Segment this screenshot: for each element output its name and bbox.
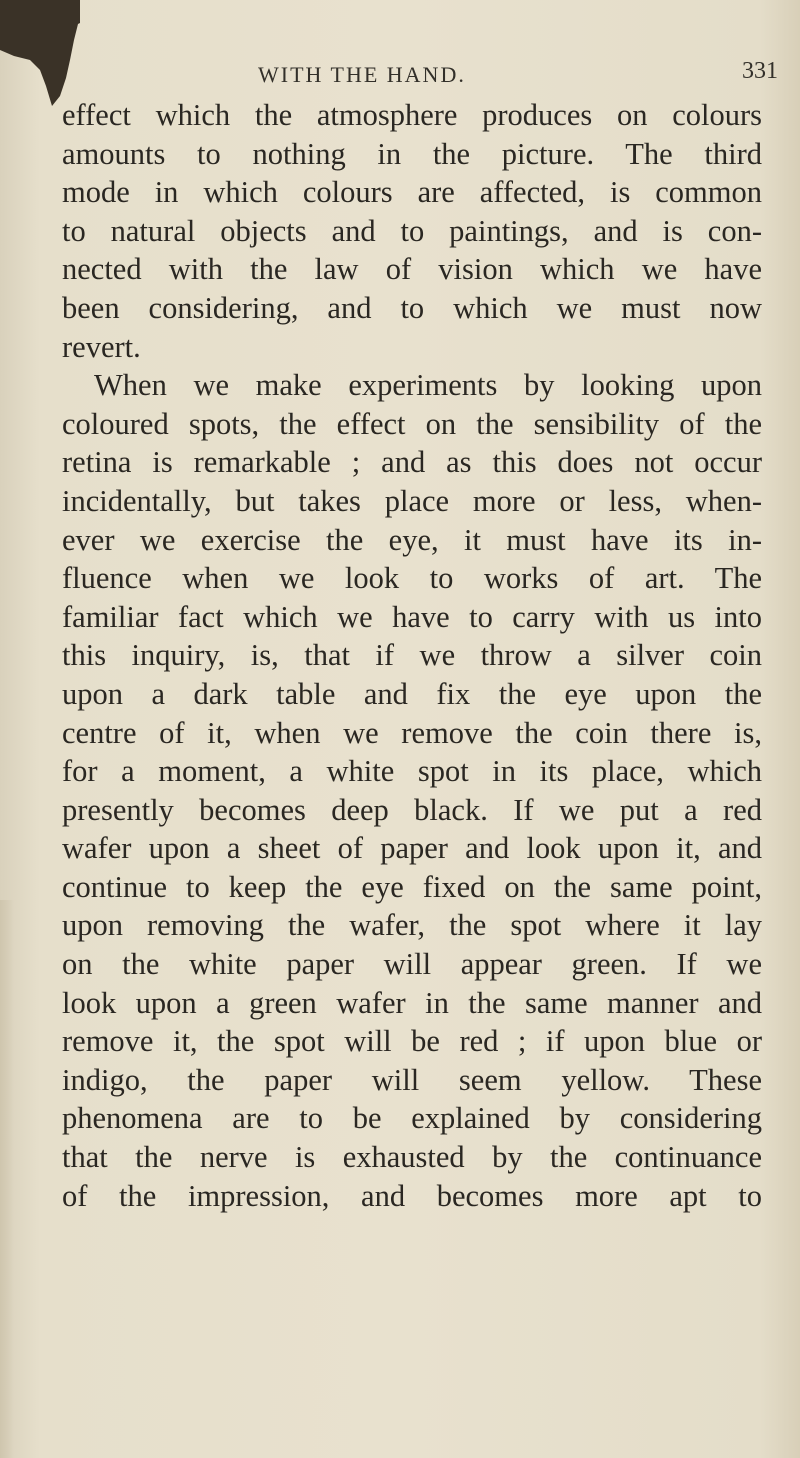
text-line: presently becomes deep black. If we put a red bbox=[62, 792, 762, 827]
page-gutter-shadow bbox=[0, 900, 14, 1458]
text-line: centre of it, when we remove the coin there is, bbox=[62, 715, 762, 750]
text-line: wafer upon a sheet of paper and look upon it, and bbox=[62, 831, 762, 866]
text-line: been considering, and to which we must now bbox=[62, 290, 762, 325]
text-line: revert. bbox=[62, 329, 141, 364]
text-line: indigo, the paper will seem yellow. These bbox=[62, 1062, 762, 1097]
text-line: upon removing the wafer, the spot where it lay bbox=[62, 908, 762, 943]
text-line: on the white paper will appear green. If we bbox=[62, 947, 762, 982]
text-line: amounts to nothing in the picture. The third bbox=[62, 136, 762, 171]
text-line: that the nerve is exhausted by the continuance bbox=[62, 1140, 762, 1175]
text-line: effect which the atmosphere produces on colours bbox=[62, 98, 762, 132]
text-line: nected with the law of vision which we have bbox=[62, 252, 762, 287]
page-number: 331 bbox=[742, 58, 778, 84]
text-line: phenomena are to be explained by considering bbox=[62, 1101, 762, 1136]
text-line: retina is remarkable ; and as this does not occur bbox=[62, 445, 762, 480]
text-line: upon a dark table and fix the eye upon the bbox=[62, 676, 762, 711]
text-line: familiar fact which we have to carry with us into bbox=[62, 599, 762, 634]
text-line: of the impression, and becomes more apt to bbox=[62, 1178, 762, 1213]
ink-blot-mark bbox=[0, 0, 80, 110]
text-line: remove it, the spot will be red ; if upon blue or bbox=[62, 1024, 762, 1059]
text-line: mode in which colours are affected, is common bbox=[62, 175, 762, 210]
body-text bbox=[62, 96, 762, 1215]
text-line: to natural objects and to paintings, and is con- bbox=[62, 213, 762, 248]
text-line: incidentally, but takes place more or less, when- bbox=[62, 483, 762, 518]
text-line: look upon a green wafer in the same manner and bbox=[62, 985, 762, 1020]
text-line: continue to keep the eye fixed on the same point, bbox=[62, 869, 762, 904]
text-line: fluence when we look to works of art. The bbox=[62, 561, 762, 596]
text-line: ever we exercise the eye, it must have its in- bbox=[62, 522, 762, 557]
running-head: WITH THE HAND. bbox=[258, 62, 466, 87]
text-line: When we make experiments by looking upon bbox=[94, 368, 762, 403]
text-line: for a moment, a white spot in its place, which bbox=[62, 754, 762, 789]
text-line: coloured spots, the effect on the sensibility of the bbox=[62, 406, 762, 441]
text-line: this inquiry, is, that if we throw a silver coin bbox=[62, 638, 762, 673]
